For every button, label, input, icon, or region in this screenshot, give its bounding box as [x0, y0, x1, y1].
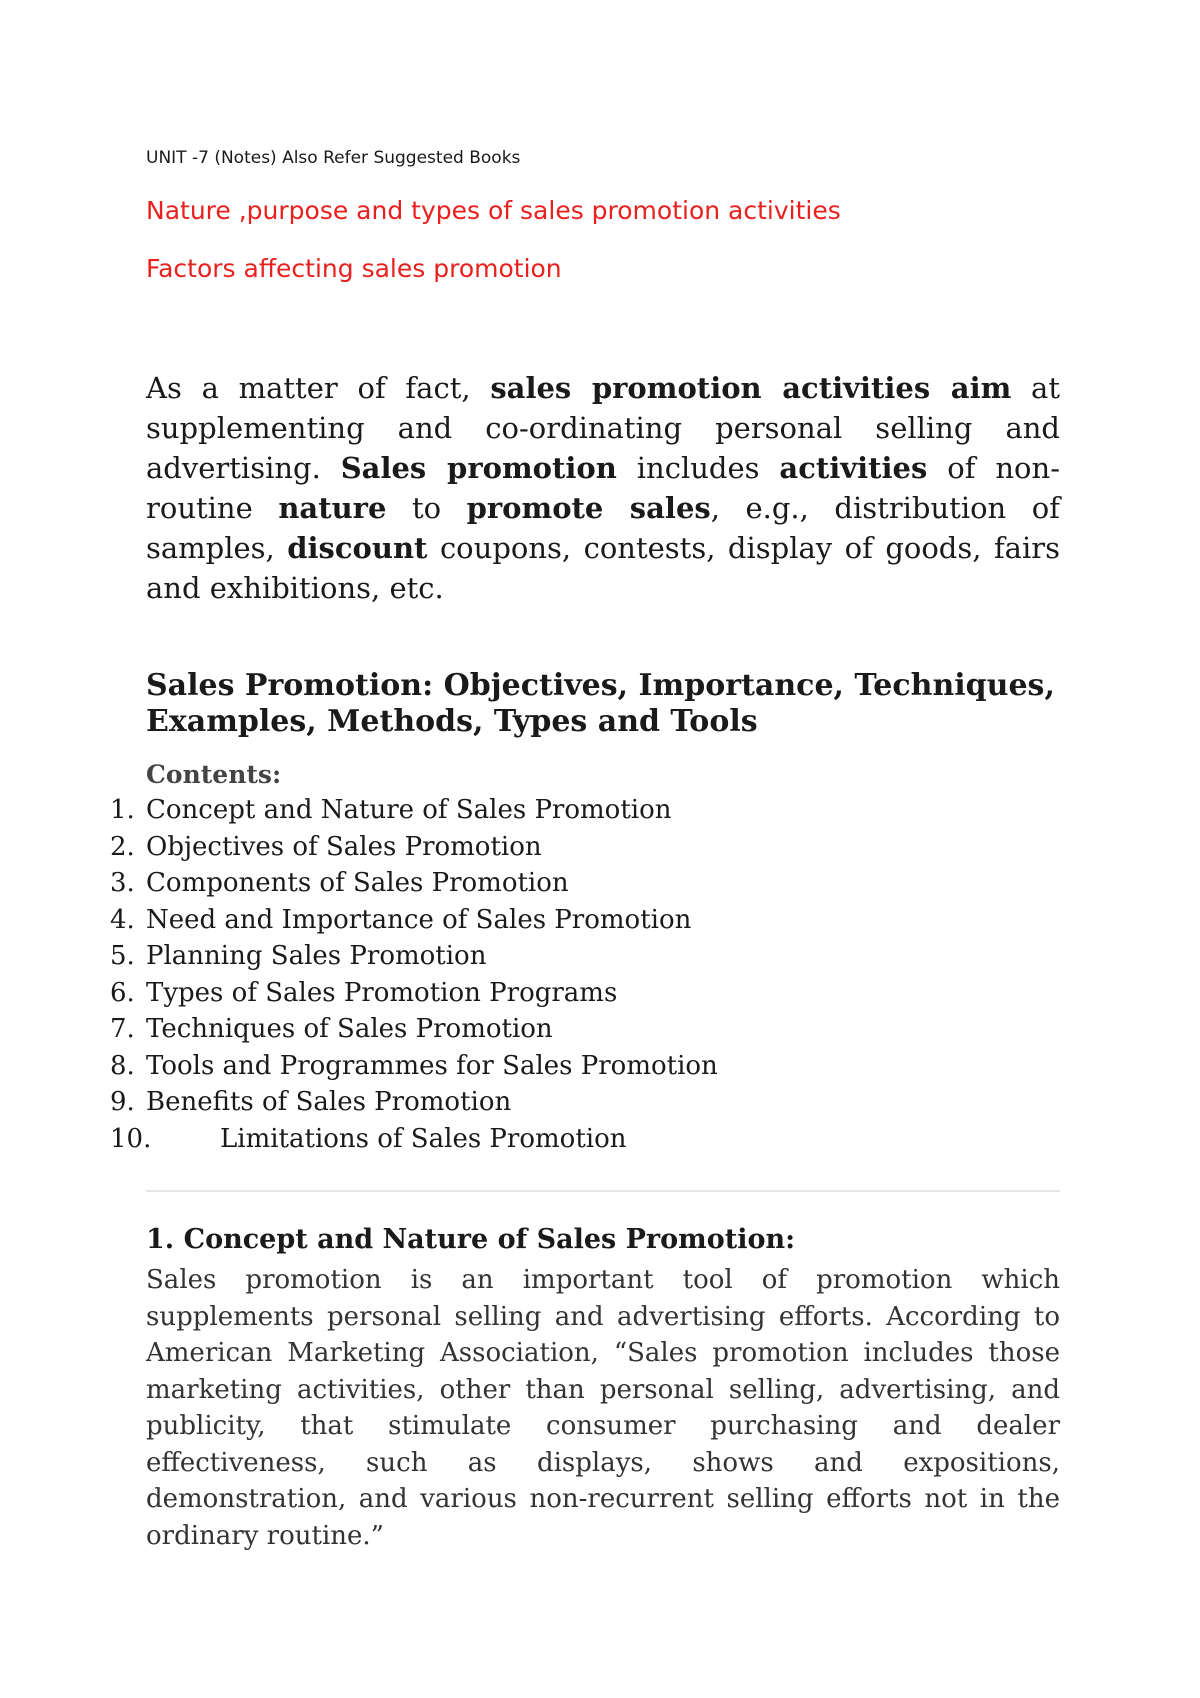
contents-item [110, 1011, 1010, 1048]
intro-text: of non-routine [146, 451, 1060, 525]
contents-item [110, 792, 1010, 829]
contents-item-number: 9. [110, 1087, 135, 1117]
intro-bold-text: discount [287, 531, 428, 565]
contents-item-label: Concept and Nature of Sales Promotion [146, 795, 672, 825]
contents-item [110, 1084, 1010, 1121]
intro-text: to [386, 491, 467, 525]
contents-item [110, 902, 1010, 939]
contents-item [110, 829, 1010, 866]
intro-text: coupons, contests, display of goods, fairs and exhibitions, etc. [146, 531, 1060, 605]
intro-bold-text: promote sales [466, 491, 711, 525]
concept-heading: 1. Concept and Nature of Sales Promotion: [146, 1224, 796, 1255]
contents-item-label: Components of Sales Promotion [146, 868, 569, 898]
intro-bold-text: sales promotion activities aim [490, 371, 1012, 405]
contents-label: Contents: [146, 760, 282, 789]
contents-item-number: 10. [110, 1123, 152, 1154]
contents-item-number: 2. [110, 831, 135, 862]
horizontal-divider [146, 1190, 1060, 1192]
contents-item-label: Objectives of Sales Promotion [146, 831, 542, 862]
topic-heading-nature: Nature ,purpose and types of sales promotion activities [146, 196, 841, 225]
contents-item-number: 3. [110, 868, 135, 898]
contents-item-label: Tools and Programmes for Sales Promotion [146, 1050, 718, 1081]
contents-item-number: 6. [110, 977, 135, 1008]
concept-paragraph: Sales promotion is an important tool of promotion which supplements personal selling and advertising efforts. According to American Marketing Association, “Sales promotion includes those marketing activities, other than personal selling, advertising, and publicity, that stimulate consumer purchasing and dealer effectiveness, such as displays, shows and expositions, demonstration, and various non-recurrent selling efforts not in the ordinary routine.” [146, 1265, 1060, 1551]
intro-text: As a matter of fact, [146, 371, 491, 405]
contents-item [110, 865, 1010, 902]
contents-item-label: Types of Sales Promotion Programs [146, 977, 618, 1008]
intro-text: includes [616, 451, 780, 485]
contents-item-number: 5. [110, 941, 135, 971]
intro-bold-text: activities [779, 451, 928, 485]
contents-item-label: Planning Sales Promotion [146, 941, 487, 971]
intro-bold-text: Sales promotion [340, 451, 617, 485]
contents-item-label: Need and Importance of Sales Promotion [146, 904, 692, 935]
unit-header: UNIT -7 (Notes) Also Refer Suggested Books [146, 148, 521, 168]
section-title: Sales Promotion: Objectives, Importance, Techniques, Examples, Methods, Types and Tools [146, 668, 1055, 739]
contents-list [110, 792, 1010, 1157]
contents-item [110, 1048, 1010, 1085]
contents-item [110, 1121, 1010, 1158]
intro-text: , e.g., distribution of samples, [146, 491, 1060, 565]
contents-item-number: 8. [110, 1050, 135, 1081]
intro-text: at supplementing and co-ordinating personal selling and advertising. [146, 371, 1060, 485]
topic-heading-factors: Factors affecting sales promotion [146, 254, 562, 283]
contents-item-label: Benefits of Sales Promotion [146, 1087, 512, 1117]
contents-item-number: 7. [110, 1014, 135, 1044]
contents-item [110, 938, 1010, 975]
contents-item-number: 1. [110, 795, 135, 825]
contents-item-label: Techniques of Sales Promotion [146, 1014, 553, 1044]
intro-bold-text: nature [278, 491, 387, 525]
contents-item [110, 975, 1010, 1012]
contents-item-label: Limitations of Sales Promotion [220, 1123, 627, 1154]
contents-item-number: 4. [110, 904, 135, 935]
intro-paragraph [146, 368, 1060, 608]
